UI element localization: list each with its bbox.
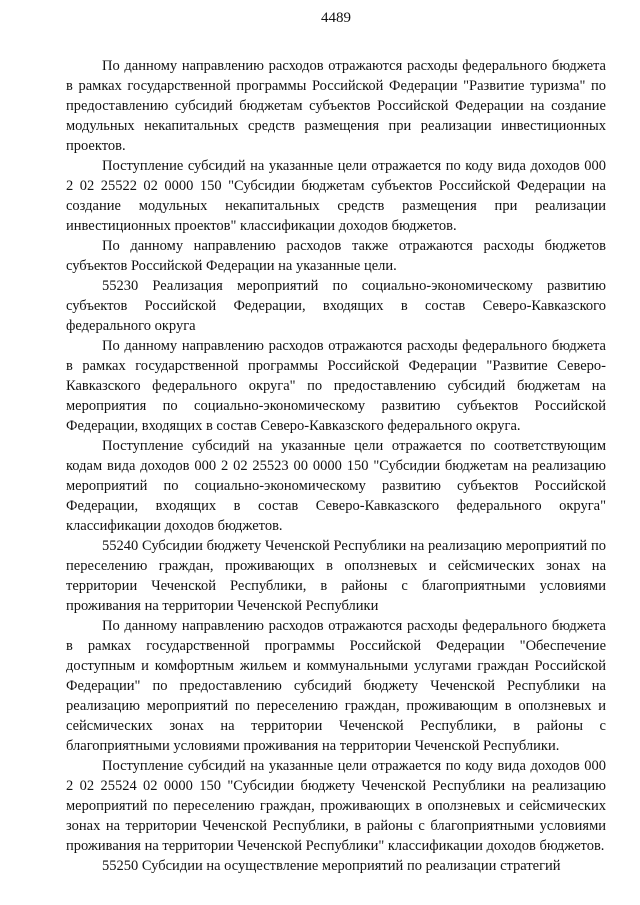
paragraph-chechnya-expenses: По данному направлению расходов отражаются расходы федерального бюджета в рамках государственной программы Российской Федерации "Обеспечение доступным и комфортным жильем и коммунальными услугами граждан Российской Федерации" по предоставлению субсидий бюджету Чеченской Республики на реализацию мероприятий по переселению граждан, проживающим в оползневых и сейсмических зонах на территории Чеченской Республики, в районы с благоприятными условиями проживания на территории Чеченской Республики.	[66, 618, 606, 754]
paragraph-chechnya-income-code: Поступление субсидий на указанные цели отражается по коду вида доходов 000 2 02 25524 02 0000 150 "Субсидии бюджету Чеченской Республики на реализацию мероприятий по переселению граждан, проживающих в оползневых и сейсмических зонах на территории Чеченской Республики, в районы с благоприятными условиями проживания на территории Чеченской Республики" классификации доходов бюджетов.	[66, 758, 606, 854]
paragraph-north-caucasus-income-code: Поступление субсидий на указанные цели отражается по соответствующим кодам вида доходов 000 2 02 25523 00 0000 150 "Субсидии бюджетам на реализацию мероприятий по социально-экономическому развитию субъектов Российской Федерации, входящих в состав Северо-Кавказского федерального округа" классификации доходов бюджетов.	[66, 438, 606, 534]
paragraph-tourism-income-code: Поступление субсидий на указанные цели отражается по коду вида доходов 000 2 02 25522 02 0000 150 "Субсидии бюджетам субъектов Российской Федерации на создание модульных некапитальных средств размещения при реализации инвестиционных проектов" классификации доходов бюджетов.	[66, 158, 606, 234]
page-number: 4489	[321, 10, 351, 26]
paragraph-regional-budgets: По данному направлению расходов также отражаются расходы бюджетов субъектов Российской Федерации на указанные цели.	[66, 238, 606, 274]
paragraph-tourism-expenses: По данному направлению расходов отражаются расходы федерального бюджета в рамках государственной программы Российской Федерации "Развитие туризма" по предоставлению субсидий бюджетам субъектов Российской Федерации на создание модульных некапитальных средств размещения при реализации инвестиционных проектов.	[66, 58, 606, 154]
paragraph-north-caucasus-expenses: По данному направлению расходов отражаются расходы федерального бюджета в рамках государственной программы Российской Федерации "Развитие Северо-Кавказского федерального округа" по предоставлению субсидий бюджетам на мероприятия по социально-экономическому развитию субъектов Российской Федерации, входящих в состав Северо-Кавказского федерального округа.	[66, 338, 606, 434]
heading-55250: 55250 Субсидии на осуществление мероприятий по реализации стратегий	[102, 858, 561, 874]
heading-55230: 55230 Реализация мероприятий по социально-экономическому развитию субъектов Российской Федерации, входящих в состав Северо-Кавказского федерального округа	[66, 278, 606, 334]
heading-55240: 55240 Субсидии бюджету Чеченской Республики на реализацию мероприятий по переселению граждан, проживающих в оползневых и сейсмических зонах на территории Чеченской Республики, в районы с благоприятными условиями проживания на территории Чеченской Республики	[66, 538, 606, 614]
